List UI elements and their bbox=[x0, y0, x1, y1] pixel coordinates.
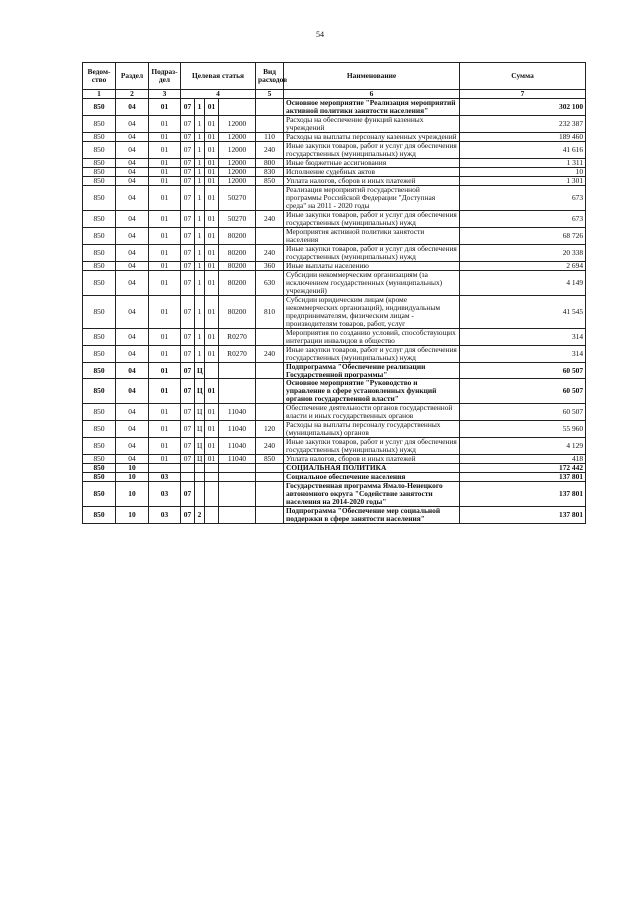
cell-summa: 60 507 bbox=[460, 379, 586, 404]
cell-vedomstvo: 850 bbox=[83, 99, 116, 116]
cell-vid-raskhodov: 240 bbox=[256, 141, 284, 158]
cell-razdel: 04 bbox=[116, 158, 149, 167]
page-number: 54 bbox=[316, 30, 324, 39]
cell-podrazdel: 01 bbox=[149, 210, 181, 227]
cell-podrazdel: 01 bbox=[149, 362, 181, 379]
cell-vedomstvo: 850 bbox=[83, 421, 116, 438]
cell-summa: 2 694 bbox=[460, 261, 586, 270]
cell-naimenovanie: Основное мероприятие "Руководство и управление в сфере установленных функций органов государственной власти" bbox=[284, 379, 460, 404]
cell-razdel: 04 bbox=[116, 455, 149, 464]
table-row bbox=[83, 185, 586, 210]
table-row bbox=[83, 99, 586, 116]
cell-event: 01 bbox=[205, 261, 219, 270]
header-naimenovanie: Наименование bbox=[284, 63, 460, 90]
cell-program: 07 bbox=[181, 295, 195, 328]
cell-summa: 172 442 bbox=[460, 464, 586, 473]
table-row bbox=[83, 244, 586, 261]
cell-subprogram: Ц bbox=[195, 438, 205, 455]
cell-podrazdel: 03 bbox=[149, 507, 181, 524]
cell-direction: 11040 bbox=[219, 455, 256, 464]
cell-vedomstvo: 850 bbox=[83, 185, 116, 210]
cell-podrazdel: 01 bbox=[149, 438, 181, 455]
column-number: 2 bbox=[116, 90, 149, 99]
table-row bbox=[83, 295, 586, 328]
cell-vedomstvo: 850 bbox=[83, 507, 116, 524]
cell-subprogram bbox=[195, 473, 205, 482]
cell-subprogram bbox=[195, 464, 205, 473]
cell-subprogram: 1 bbox=[195, 345, 205, 362]
cell-subprogram: 1 bbox=[195, 167, 205, 176]
cell-razdel: 04 bbox=[116, 421, 149, 438]
cell-razdel: 04 bbox=[116, 132, 149, 141]
cell-podrazdel: 01 bbox=[149, 295, 181, 328]
cell-vid-raskhodov bbox=[256, 115, 284, 132]
cell-direction: 80200 bbox=[219, 227, 256, 244]
cell-vedomstvo: 850 bbox=[83, 438, 116, 455]
cell-direction: 11040 bbox=[219, 438, 256, 455]
cell-direction: R0270 bbox=[219, 345, 256, 362]
cell-naimenovanie: Реализация мероприятий государственной программы Российской Федерации "Доступная среда" на 2011 - 2020 годы bbox=[284, 185, 460, 210]
table-row bbox=[83, 176, 586, 185]
cell-program: 07 bbox=[181, 438, 195, 455]
cell-podrazdel: 01 bbox=[149, 132, 181, 141]
cell-vid-raskhodov: 850 bbox=[256, 455, 284, 464]
cell-direction: 11040 bbox=[219, 404, 256, 421]
cell-program: 07 bbox=[181, 482, 195, 507]
cell-event: 01 bbox=[205, 379, 219, 404]
cell-subprogram: 1 bbox=[195, 328, 205, 345]
cell-subprogram: Ц bbox=[195, 421, 205, 438]
cell-vedomstvo: 850 bbox=[83, 482, 116, 507]
cell-razdel: 04 bbox=[116, 244, 149, 261]
cell-naimenovanie: Иные закупки товаров, работ и услуг для обеспечения государственных (муниципальных) нужд bbox=[284, 141, 460, 158]
cell-vid-raskhodov: 830 bbox=[256, 167, 284, 176]
cell-direction: 80200 bbox=[219, 270, 256, 295]
cell-razdel: 10 bbox=[116, 482, 149, 507]
cell-direction: 12000 bbox=[219, 176, 256, 185]
cell-naimenovanie: Основное мероприятие "Реализация мероприятий активной политики занятости населения" bbox=[284, 99, 460, 116]
cell-vid-raskhodov bbox=[256, 185, 284, 210]
table-row bbox=[83, 167, 586, 176]
table-row bbox=[83, 328, 586, 345]
cell-summa: 137 801 bbox=[460, 473, 586, 482]
cell-razdel: 04 bbox=[116, 345, 149, 362]
cell-direction: 11040 bbox=[219, 421, 256, 438]
cell-direction bbox=[219, 473, 256, 482]
cell-vid-raskhodov: 110 bbox=[256, 132, 284, 141]
cell-event: 01 bbox=[205, 167, 219, 176]
cell-naimenovanie: Мероприятия активной политики занятости населения bbox=[284, 227, 460, 244]
header-vid-raskhodov: Вид расходов bbox=[256, 63, 284, 90]
cell-vedomstvo: 850 bbox=[83, 115, 116, 132]
cell-podrazdel: 01 bbox=[149, 158, 181, 167]
cell-program: 07 bbox=[181, 185, 195, 210]
cell-vid-raskhodov: 630 bbox=[256, 270, 284, 295]
cell-event bbox=[205, 482, 219, 507]
cell-naimenovanie: СОЦИАЛЬНАЯ ПОЛИТИКА bbox=[284, 464, 460, 473]
cell-razdel: 04 bbox=[116, 99, 149, 116]
cell-razdel: 04 bbox=[116, 270, 149, 295]
cell-subprogram: 1 bbox=[195, 261, 205, 270]
cell-summa: 4 149 bbox=[460, 270, 586, 295]
cell-direction: 80200 bbox=[219, 295, 256, 328]
cell-razdel: 04 bbox=[116, 295, 149, 328]
cell-event: 01 bbox=[205, 132, 219, 141]
budget-table bbox=[82, 62, 586, 524]
cell-razdel: 04 bbox=[116, 404, 149, 421]
cell-subprogram: 1 bbox=[195, 210, 205, 227]
cell-naimenovanie: Иные бюджетные ассигнования bbox=[284, 158, 460, 167]
table-row bbox=[83, 404, 586, 421]
table-row bbox=[83, 421, 586, 438]
cell-program: 07 bbox=[181, 328, 195, 345]
cell-podrazdel: 03 bbox=[149, 482, 181, 507]
cell-subprogram: Ц bbox=[195, 362, 205, 379]
cell-naimenovanie: Государственная программа Ямало-Ненецкого автономного округа "Содействие занятости населения на 2014-2020 годы" bbox=[284, 482, 460, 507]
cell-razdel: 04 bbox=[116, 227, 149, 244]
table-row bbox=[83, 141, 586, 158]
cell-podrazdel: 01 bbox=[149, 244, 181, 261]
cell-vedomstvo: 850 bbox=[83, 244, 116, 261]
cell-vid-raskhodov: 240 bbox=[256, 210, 284, 227]
cell-program: 07 bbox=[181, 345, 195, 362]
cell-naimenovanie: Подпрограмма "Обеспечение мер социальной поддержки в сфере занятости населения" bbox=[284, 507, 460, 524]
cell-summa: 1 311 bbox=[460, 158, 586, 167]
cell-direction bbox=[219, 507, 256, 524]
cell-vedomstvo: 850 bbox=[83, 167, 116, 176]
cell-naimenovanie: Иные выплаты населению bbox=[284, 261, 460, 270]
cell-summa: 314 bbox=[460, 345, 586, 362]
cell-subprogram: 1 bbox=[195, 176, 205, 185]
cell-podrazdel: 01 bbox=[149, 227, 181, 244]
cell-naimenovanie: Иные закупки товаров, работ и услуг для обеспечения государственных (муниципальных) нужд bbox=[284, 244, 460, 261]
table-row bbox=[83, 379, 586, 404]
cell-subprogram: 1 bbox=[195, 141, 205, 158]
cell-vid-raskhodov: 810 bbox=[256, 295, 284, 328]
cell-razdel: 04 bbox=[116, 115, 149, 132]
cell-vedomstvo: 850 bbox=[83, 404, 116, 421]
cell-event: 01 bbox=[205, 345, 219, 362]
cell-summa: 41 616 bbox=[460, 141, 586, 158]
cell-summa: 673 bbox=[460, 210, 586, 227]
header-podrazdel: Подраз- дел bbox=[149, 63, 181, 90]
cell-summa: 137 801 bbox=[460, 482, 586, 507]
cell-event: 01 bbox=[205, 295, 219, 328]
cell-subprogram: 1 bbox=[195, 158, 205, 167]
cell-podrazdel: 01 bbox=[149, 270, 181, 295]
cell-razdel: 10 bbox=[116, 473, 149, 482]
cell-naimenovanie: Обеспечение деятельности органов государственной власти и иных государственных органов bbox=[284, 404, 460, 421]
cell-vid-raskhodov: 800 bbox=[256, 158, 284, 167]
cell-vid-raskhodov: 850 bbox=[256, 176, 284, 185]
cell-naimenovanie: Субсидии юридическим лицам (кроме некоммерческих организаций), индивидуальным предпринимателям, физическим лицам - производителям товаров, работ, услуг bbox=[284, 295, 460, 328]
table-row bbox=[83, 261, 586, 270]
header-tselevaya-statya: Целевая статья bbox=[181, 63, 256, 90]
cell-program bbox=[181, 464, 195, 473]
cell-podrazdel: 01 bbox=[149, 345, 181, 362]
cell-direction: 12000 bbox=[219, 141, 256, 158]
cell-summa: 60 507 bbox=[460, 404, 586, 421]
cell-direction: 50270 bbox=[219, 210, 256, 227]
cell-vedomstvo: 850 bbox=[83, 132, 116, 141]
cell-vedomstvo: 850 bbox=[83, 176, 116, 185]
cell-summa: 10 bbox=[460, 167, 586, 176]
cell-podrazdel: 01 bbox=[149, 115, 181, 132]
cell-program bbox=[181, 473, 195, 482]
table-row bbox=[83, 507, 586, 524]
cell-razdel: 04 bbox=[116, 261, 149, 270]
cell-vedomstvo: 850 bbox=[83, 295, 116, 328]
cell-program: 07 bbox=[181, 455, 195, 464]
cell-podrazdel: 01 bbox=[149, 379, 181, 404]
cell-subprogram: 1 bbox=[195, 295, 205, 328]
cell-program: 07 bbox=[181, 167, 195, 176]
cell-program: 07 bbox=[181, 244, 195, 261]
cell-event: 01 bbox=[205, 115, 219, 132]
table-row bbox=[83, 482, 586, 507]
column-number: 6 bbox=[284, 90, 460, 99]
cell-vid-raskhodov bbox=[256, 507, 284, 524]
cell-direction bbox=[219, 482, 256, 507]
cell-event: 01 bbox=[205, 438, 219, 455]
cell-podrazdel: 01 bbox=[149, 176, 181, 185]
cell-vedomstvo: 850 bbox=[83, 464, 116, 473]
table-row bbox=[83, 345, 586, 362]
cell-razdel: 04 bbox=[116, 362, 149, 379]
cell-razdel: 04 bbox=[116, 438, 149, 455]
cell-naimenovanie: Иные закупки товаров, работ и услуг для обеспечения государственных (муниципальных) нужд bbox=[284, 438, 460, 455]
cell-program: 07 bbox=[181, 362, 195, 379]
cell-vid-raskhodov bbox=[256, 328, 284, 345]
header-vedomstvo: Ведом- ство bbox=[83, 63, 116, 90]
cell-summa: 1 301 bbox=[460, 176, 586, 185]
cell-program: 07 bbox=[181, 227, 195, 244]
cell-direction bbox=[219, 362, 256, 379]
cell-podrazdel: 01 bbox=[149, 99, 181, 116]
cell-event: 01 bbox=[205, 270, 219, 295]
cell-razdel: 04 bbox=[116, 176, 149, 185]
cell-vedomstvo: 850 bbox=[83, 455, 116, 464]
cell-event: 01 bbox=[205, 328, 219, 345]
cell-vid-raskhodov bbox=[256, 404, 284, 421]
cell-summa: 673 bbox=[460, 185, 586, 210]
cell-event: 01 bbox=[205, 244, 219, 261]
cell-naimenovanie: Исполнение судебных актов bbox=[284, 167, 460, 176]
column-number: 5 bbox=[256, 90, 284, 99]
cell-direction: 12000 bbox=[219, 115, 256, 132]
cell-program: 07 bbox=[181, 176, 195, 185]
cell-direction: 50270 bbox=[219, 185, 256, 210]
cell-summa: 137 801 bbox=[460, 507, 586, 524]
header-row bbox=[83, 63, 586, 90]
cell-event bbox=[205, 473, 219, 482]
cell-event: 01 bbox=[205, 158, 219, 167]
table-row bbox=[83, 115, 586, 132]
cell-podrazdel: 01 bbox=[149, 404, 181, 421]
cell-program: 07 bbox=[181, 115, 195, 132]
cell-naimenovanie: Уплата налогов, сборов и иных платежей bbox=[284, 455, 460, 464]
cell-summa: 41 545 bbox=[460, 295, 586, 328]
cell-summa: 314 bbox=[460, 328, 586, 345]
cell-naimenovanie: Расходы на выплаты персоналу казенных учреждений bbox=[284, 132, 460, 141]
cell-program: 07 bbox=[181, 132, 195, 141]
cell-subprogram: 1 bbox=[195, 185, 205, 210]
cell-vedomstvo: 850 bbox=[83, 141, 116, 158]
cell-direction: 80200 bbox=[219, 261, 256, 270]
cell-subprogram: 1 bbox=[195, 99, 205, 116]
cell-subprogram bbox=[195, 482, 205, 507]
column-number: 4 bbox=[181, 90, 256, 99]
cell-subprogram: 1 bbox=[195, 270, 205, 295]
cell-event: 01 bbox=[205, 141, 219, 158]
cell-naimenovanie: Иные закупки товаров, работ и услуг для обеспечения государственных (муниципальных) нужд bbox=[284, 345, 460, 362]
cell-vid-raskhodov bbox=[256, 379, 284, 404]
cell-vedomstvo: 850 bbox=[83, 379, 116, 404]
cell-naimenovanie: Иные закупки товаров, работ и услуг для обеспечения государственных (муниципальных) нужд bbox=[284, 210, 460, 227]
cell-podrazdel: 01 bbox=[149, 455, 181, 464]
cell-event: 01 bbox=[205, 185, 219, 210]
cell-razdel: 10 bbox=[116, 464, 149, 473]
cell-program: 07 bbox=[181, 158, 195, 167]
cell-summa: 189 460 bbox=[460, 132, 586, 141]
cell-program: 07 bbox=[181, 421, 195, 438]
cell-vid-raskhodov bbox=[256, 99, 284, 116]
table-row bbox=[83, 227, 586, 244]
cell-subprogram: 2 bbox=[195, 507, 205, 524]
cell-summa: 418 bbox=[460, 455, 586, 464]
cell-program: 07 bbox=[181, 379, 195, 404]
cell-razdel: 04 bbox=[116, 328, 149, 345]
cell-naimenovanie: Подпрограмма "Обеспечение реализации Государственной программы" bbox=[284, 362, 460, 379]
table-row bbox=[83, 438, 586, 455]
cell-vid-raskhodov bbox=[256, 362, 284, 379]
table-row bbox=[83, 210, 586, 227]
cell-razdel: 04 bbox=[116, 210, 149, 227]
cell-program: 07 bbox=[181, 141, 195, 158]
cell-subprogram: 1 bbox=[195, 244, 205, 261]
cell-vedomstvo: 850 bbox=[83, 210, 116, 227]
cell-podrazdel: 01 bbox=[149, 141, 181, 158]
cell-podrazdel: 01 bbox=[149, 261, 181, 270]
cell-subprogram: 1 bbox=[195, 115, 205, 132]
cell-vedomstvo: 850 bbox=[83, 362, 116, 379]
cell-direction bbox=[219, 99, 256, 116]
cell-podrazdel: 01 bbox=[149, 167, 181, 176]
cell-vid-raskhodov: 240 bbox=[256, 345, 284, 362]
cell-vedomstvo: 850 bbox=[83, 261, 116, 270]
cell-vedomstvo: 850 bbox=[83, 473, 116, 482]
cell-direction: 12000 bbox=[219, 167, 256, 176]
cell-naimenovanie: Мероприятия по созданию условий, способствующих интеграции инвалидов в общество bbox=[284, 328, 460, 345]
cell-razdel: 04 bbox=[116, 185, 149, 210]
cell-summa: 4 129 bbox=[460, 438, 586, 455]
cell-razdel: 04 bbox=[116, 379, 149, 404]
cell-program: 07 bbox=[181, 99, 195, 116]
table-body bbox=[83, 99, 586, 524]
column-number: 1 bbox=[83, 90, 116, 99]
cell-podrazdel: 03 bbox=[149, 473, 181, 482]
cell-naimenovanie: Уплата налогов, сборов и иных платежей bbox=[284, 176, 460, 185]
cell-podrazdel: 01 bbox=[149, 328, 181, 345]
cell-razdel: 04 bbox=[116, 141, 149, 158]
cell-subprogram: Ц bbox=[195, 404, 205, 421]
cell-vid-raskhodov: 120 bbox=[256, 421, 284, 438]
cell-subprogram: 1 bbox=[195, 227, 205, 244]
cell-naimenovanie: Расходы на выплаты персоналу государственных (муниципальных) органов bbox=[284, 421, 460, 438]
cell-vid-raskhodov bbox=[256, 227, 284, 244]
cell-vedomstvo: 850 bbox=[83, 158, 116, 167]
cell-naimenovanie: Социальное обеспечение населения bbox=[284, 473, 460, 482]
cell-summa: 20 338 bbox=[460, 244, 586, 261]
cell-vedomstvo: 850 bbox=[83, 328, 116, 345]
cell-summa: 60 507 bbox=[460, 362, 586, 379]
cell-summa: 232 387 bbox=[460, 115, 586, 132]
cell-subprogram: 1 bbox=[195, 132, 205, 141]
cell-event: 01 bbox=[205, 455, 219, 464]
cell-direction bbox=[219, 464, 256, 473]
cell-program: 07 bbox=[181, 507, 195, 524]
cell-vedomstvo: 850 bbox=[83, 227, 116, 244]
cell-program: 07 bbox=[181, 261, 195, 270]
cell-event: 01 bbox=[205, 404, 219, 421]
header-summa: Сумма bbox=[460, 63, 586, 90]
cell-vid-raskhodov: 240 bbox=[256, 438, 284, 455]
cell-program: 07 bbox=[181, 210, 195, 227]
cell-podrazdel: 01 bbox=[149, 185, 181, 210]
cell-event bbox=[205, 464, 219, 473]
cell-vedomstvo: 850 bbox=[83, 345, 116, 362]
cell-summa: 55 960 bbox=[460, 421, 586, 438]
cell-direction bbox=[219, 379, 256, 404]
table-row bbox=[83, 362, 586, 379]
cell-subprogram: Ц bbox=[195, 455, 205, 464]
cell-event: 01 bbox=[205, 227, 219, 244]
column-number: 7 bbox=[460, 90, 586, 99]
cell-event bbox=[205, 507, 219, 524]
cell-vid-raskhodov: 240 bbox=[256, 244, 284, 261]
cell-podrazdel: 01 bbox=[149, 421, 181, 438]
cell-vid-raskhodov bbox=[256, 473, 284, 482]
cell-vid-raskhodov bbox=[256, 482, 284, 507]
cell-naimenovanie: Расходы на обеспечение функций казенных учреждений bbox=[284, 115, 460, 132]
cell-subprogram: Ц bbox=[195, 379, 205, 404]
column-number: 3 bbox=[149, 90, 181, 99]
header-razdel: Раздел bbox=[116, 63, 149, 90]
cell-direction: R0270 bbox=[219, 328, 256, 345]
cell-razdel: 10 bbox=[116, 507, 149, 524]
cell-event: 01 bbox=[205, 176, 219, 185]
cell-vedomstvo: 850 bbox=[83, 270, 116, 295]
cell-event bbox=[205, 362, 219, 379]
cell-event: 01 bbox=[205, 421, 219, 438]
cell-razdel: 04 bbox=[116, 167, 149, 176]
cell-program: 07 bbox=[181, 270, 195, 295]
cell-summa: 68 726 bbox=[460, 227, 586, 244]
cell-naimenovanie: Субсидии некоммерческим организациям (за исключением государственных (муниципальных) учреждений) bbox=[284, 270, 460, 295]
cell-vid-raskhodov bbox=[256, 464, 284, 473]
cell-direction: 80200 bbox=[219, 244, 256, 261]
cell-program: 07 bbox=[181, 404, 195, 421]
cell-vid-raskhodov: 360 bbox=[256, 261, 284, 270]
cell-event: 01 bbox=[205, 99, 219, 116]
cell-direction: 12000 bbox=[219, 132, 256, 141]
cell-event: 01 bbox=[205, 210, 219, 227]
cell-direction: 12000 bbox=[219, 158, 256, 167]
table-row bbox=[83, 270, 586, 295]
cell-summa: 302 100 bbox=[460, 99, 586, 116]
